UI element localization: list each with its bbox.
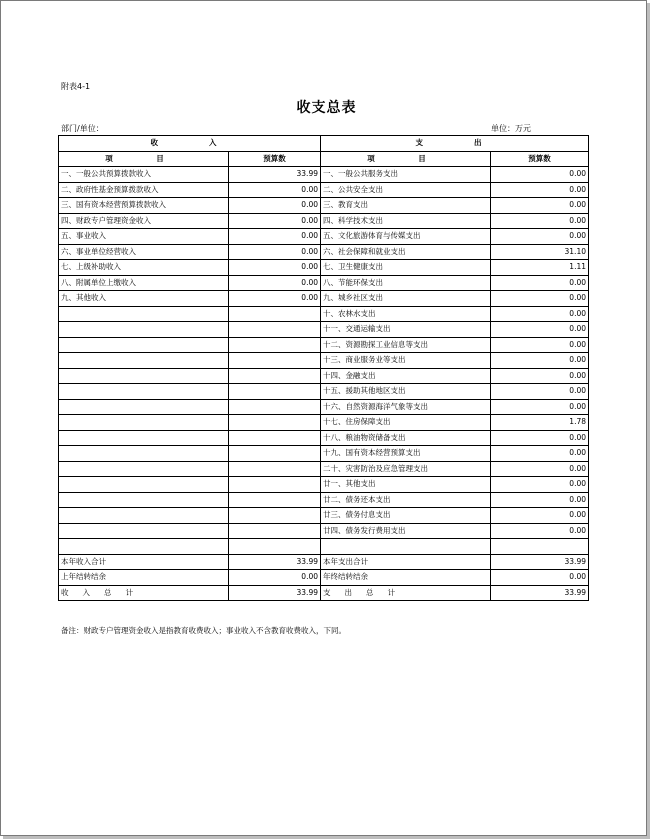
expense-item-cell: 十一、交通运输支出 bbox=[321, 322, 491, 338]
expense-item-cell bbox=[321, 539, 491, 555]
section-header-row bbox=[59, 136, 589, 152]
expense-item-cell: 十七、住房保障支出 bbox=[321, 415, 491, 431]
expense-item-cell: 支出总计 bbox=[321, 585, 491, 601]
income-value-cell: 0.00 bbox=[229, 229, 321, 245]
expense-value-cell: 0.00 bbox=[491, 198, 589, 214]
expense-item-cell: 十、农林水支出 bbox=[321, 306, 491, 322]
table-row bbox=[59, 213, 589, 229]
expense-value-cell: 31.10 bbox=[491, 244, 589, 260]
income-value-cell: 0.00 bbox=[229, 275, 321, 291]
income-value-cell bbox=[229, 523, 321, 539]
expense-value-cell: 0.00 bbox=[491, 477, 589, 493]
column-header-row bbox=[59, 151, 589, 167]
expense-value-cell: 1.11 bbox=[491, 260, 589, 276]
income-item-cell bbox=[59, 539, 229, 555]
income-value-cell: 0.00 bbox=[229, 198, 321, 214]
footnote: 备注：财政专户管理资金收入是指教育收费收入；事业收入不含教育收费收入，下同。 bbox=[61, 626, 346, 635]
income-value-cell bbox=[229, 337, 321, 353]
income-item-cell: 上年结转结余 bbox=[59, 570, 229, 586]
expense-item-header: 项 目 bbox=[321, 151, 491, 167]
income-item-cell bbox=[59, 322, 229, 338]
expense-item-cell: 十四、金融支出 bbox=[321, 368, 491, 384]
income-item-cell: 七、上级补助收入 bbox=[59, 260, 229, 276]
expense-item-cell: 廿三、债务付息支出 bbox=[321, 508, 491, 524]
expense-item-cell: 十六、自然资源海洋气象等支出 bbox=[321, 399, 491, 415]
table-row bbox=[59, 368, 589, 384]
expense-item-cell: 十九、国有资本经营预算支出 bbox=[321, 446, 491, 462]
income-value-cell bbox=[229, 384, 321, 400]
expense-item-cell: 二十、灾害防治及应急管理支出 bbox=[321, 461, 491, 477]
table-row bbox=[59, 399, 589, 415]
table-row bbox=[59, 570, 589, 586]
expense-value-cell: 0.00 bbox=[491, 399, 589, 415]
income-item-cell: 四、财政专户管理资金收入 bbox=[59, 213, 229, 229]
expense-item-cell: 十五、援助其他地区支出 bbox=[321, 384, 491, 400]
income-value-cell bbox=[229, 492, 321, 508]
income-value-cell: 0.00 bbox=[229, 570, 321, 586]
table-row bbox=[59, 260, 589, 276]
table-row bbox=[59, 461, 589, 477]
expense-value-cell: 0.00 bbox=[491, 291, 589, 307]
income-value-cell bbox=[229, 306, 321, 322]
expense-value-cell: 0.00 bbox=[491, 368, 589, 384]
table-row bbox=[59, 353, 589, 369]
income-value-cell: 0.00 bbox=[229, 244, 321, 260]
section-income-header: 收 入 bbox=[59, 136, 321, 152]
income-item-cell: 八、附属单位上缴收入 bbox=[59, 275, 229, 291]
expense-value-cell: 0.00 bbox=[491, 306, 589, 322]
budget-table bbox=[58, 135, 589, 601]
income-item-cell bbox=[59, 399, 229, 415]
table-row bbox=[59, 585, 589, 601]
table-row bbox=[59, 554, 589, 570]
income-item-cell bbox=[59, 446, 229, 462]
section-expense-header: 支 出 bbox=[321, 136, 589, 152]
expense-value-cell: 0.00 bbox=[491, 384, 589, 400]
table-row bbox=[59, 539, 589, 555]
income-value-cell bbox=[229, 430, 321, 446]
unit-label: 单位：万元 bbox=[491, 124, 531, 133]
table-row bbox=[59, 306, 589, 322]
expense-item-cell: 十三、商业服务业等支出 bbox=[321, 353, 491, 369]
income-value-cell bbox=[229, 539, 321, 555]
income-item-cell bbox=[59, 492, 229, 508]
income-item-cell bbox=[59, 368, 229, 384]
table-row bbox=[59, 337, 589, 353]
income-item-cell: 九、其他收入 bbox=[59, 291, 229, 307]
income-value-cell: 0.00 bbox=[229, 291, 321, 307]
income-value-cell bbox=[229, 368, 321, 384]
income-item-cell bbox=[59, 508, 229, 524]
expense-value-cell: 0.00 bbox=[491, 461, 589, 477]
income-budget-header: 预算数 bbox=[229, 151, 321, 167]
table-row bbox=[59, 198, 589, 214]
income-value-cell bbox=[229, 461, 321, 477]
expense-value-cell: 0.00 bbox=[491, 446, 589, 462]
expense-item-cell: 一、一般公共服务支出 bbox=[321, 167, 491, 183]
income-value-cell: 0.00 bbox=[229, 182, 321, 198]
table-row bbox=[59, 291, 589, 307]
table-row bbox=[59, 446, 589, 462]
income-item-cell bbox=[59, 461, 229, 477]
expense-item-cell: 四、科学技术支出 bbox=[321, 213, 491, 229]
income-item-cell bbox=[59, 523, 229, 539]
table-row bbox=[59, 477, 589, 493]
expense-item-cell: 十八、粮油物资储备支出 bbox=[321, 430, 491, 446]
income-item-cell: 三、国有资本经营预算拨款收入 bbox=[59, 198, 229, 214]
expense-item-cell: 廿四、债务发行费用支出 bbox=[321, 523, 491, 539]
income-value-cell bbox=[229, 399, 321, 415]
expense-value-cell: 0.00 bbox=[491, 322, 589, 338]
table-row bbox=[59, 182, 589, 198]
income-value-cell bbox=[229, 322, 321, 338]
expense-value-cell: 0.00 bbox=[491, 570, 589, 586]
income-value-cell: 0.00 bbox=[229, 260, 321, 276]
income-item-cell bbox=[59, 306, 229, 322]
department-label: 部门/单位： bbox=[61, 124, 104, 133]
table-row bbox=[59, 244, 589, 260]
income-value-cell: 33.99 bbox=[229, 167, 321, 183]
expense-value-cell: 0.00 bbox=[491, 167, 589, 183]
expense-value-cell: 0.00 bbox=[491, 229, 589, 245]
expense-item-cell: 本年支出合计 bbox=[321, 554, 491, 570]
income-value-cell bbox=[229, 415, 321, 431]
income-value-cell: 33.99 bbox=[229, 554, 321, 570]
expense-item-cell: 年终结转结余 bbox=[321, 570, 491, 586]
table-row bbox=[59, 275, 589, 291]
table-row bbox=[59, 384, 589, 400]
table-row bbox=[59, 415, 589, 431]
expense-item-cell: 七、卫生健康支出 bbox=[321, 260, 491, 276]
expense-item-cell: 九、城乡社区支出 bbox=[321, 291, 491, 307]
table-row bbox=[59, 229, 589, 245]
page-title: 收支总表 bbox=[296, 100, 357, 116]
table-row bbox=[59, 492, 589, 508]
income-item-header: 项 目 bbox=[59, 151, 229, 167]
expense-value-cell: 0.00 bbox=[491, 430, 589, 446]
income-item-cell: 六、事业单位经营收入 bbox=[59, 244, 229, 260]
income-value-cell bbox=[229, 353, 321, 369]
table-row bbox=[59, 523, 589, 539]
expense-value-cell: 33.99 bbox=[491, 585, 589, 601]
expense-value-cell: 0.00 bbox=[491, 508, 589, 524]
income-item-cell bbox=[59, 384, 229, 400]
attachment-label: 附表4-1 bbox=[61, 82, 91, 91]
expense-item-cell: 八、节能环保支出 bbox=[321, 275, 491, 291]
expense-value-cell: 0.00 bbox=[491, 182, 589, 198]
income-item-cell: 收入总计 bbox=[59, 585, 229, 601]
expense-value-cell bbox=[491, 539, 589, 555]
income-item-cell: 五、事业收入 bbox=[59, 229, 229, 245]
income-value-cell: 33.99 bbox=[229, 585, 321, 601]
expense-value-cell: 1.78 bbox=[491, 415, 589, 431]
income-value-cell: 0.00 bbox=[229, 213, 321, 229]
expense-value-cell: 0.00 bbox=[491, 523, 589, 539]
income-value-cell bbox=[229, 446, 321, 462]
income-item-cell: 本年收入合计 bbox=[59, 554, 229, 570]
expense-value-cell: 0.00 bbox=[491, 337, 589, 353]
expense-value-cell: 33.99 bbox=[491, 554, 589, 570]
expense-item-cell: 二、公共安全支出 bbox=[321, 182, 491, 198]
expense-value-cell: 0.00 bbox=[491, 213, 589, 229]
income-value-cell bbox=[229, 508, 321, 524]
income-item-cell bbox=[59, 415, 229, 431]
expense-value-cell: 0.00 bbox=[491, 492, 589, 508]
expense-item-cell: 廿一、其他支出 bbox=[321, 477, 491, 493]
table-row bbox=[59, 167, 589, 183]
expense-item-cell: 廿二、债务还本支出 bbox=[321, 492, 491, 508]
expense-value-cell: 0.00 bbox=[491, 353, 589, 369]
expense-value-cell: 0.00 bbox=[491, 275, 589, 291]
income-item-cell bbox=[59, 353, 229, 369]
expense-item-cell: 六、社会保障和就业支出 bbox=[321, 244, 491, 260]
income-item-cell: 一、一般公共预算拨款收入 bbox=[59, 167, 229, 183]
expense-budget-header: 预算数 bbox=[491, 151, 589, 167]
income-item-cell bbox=[59, 430, 229, 446]
income-item-cell bbox=[59, 477, 229, 493]
table-row bbox=[59, 508, 589, 524]
expense-item-cell: 五、文化旅游体育与传媒支出 bbox=[321, 229, 491, 245]
income-value-cell bbox=[229, 477, 321, 493]
expense-item-cell: 三、教育支出 bbox=[321, 198, 491, 214]
table-row bbox=[59, 322, 589, 338]
income-item-cell bbox=[59, 337, 229, 353]
table-row bbox=[59, 430, 589, 446]
income-item-cell: 二、政府性基金预算拨款收入 bbox=[59, 182, 229, 198]
expense-item-cell: 十二、资源勘探工业信息等支出 bbox=[321, 337, 491, 353]
